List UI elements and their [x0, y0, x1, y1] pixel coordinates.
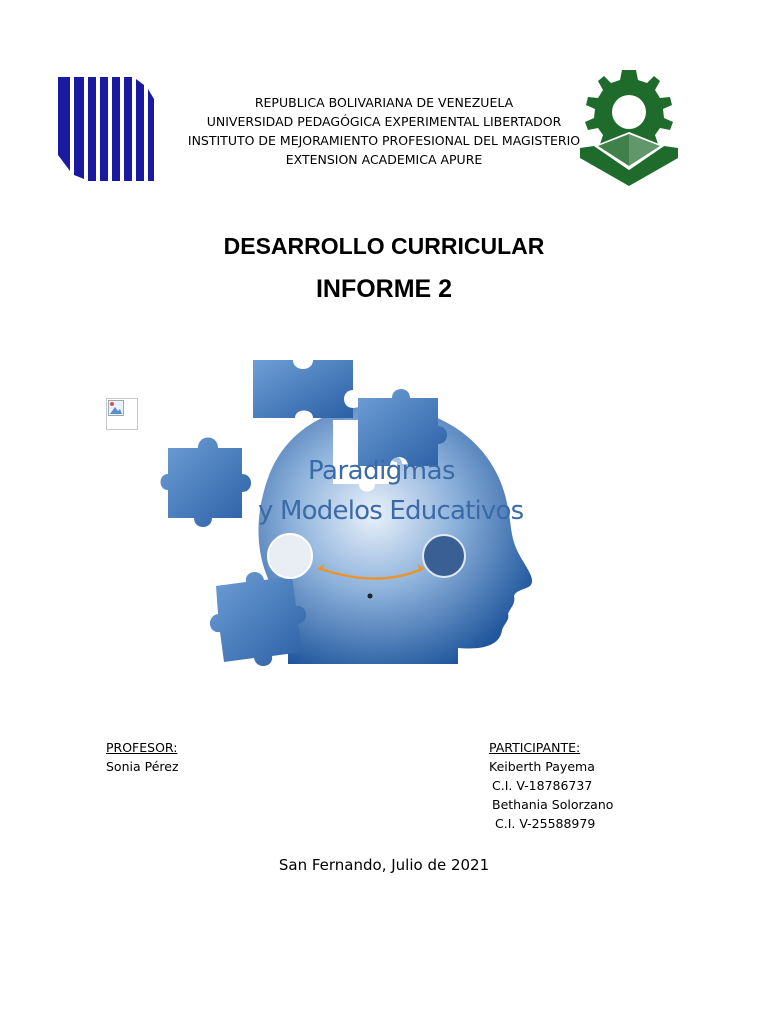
profesor-heading: PROFESOR:: [106, 740, 178, 755]
cover-illustration: [158, 358, 553, 666]
document-subtitle: INFORME 2: [315, 275, 453, 303]
institution-header: [160, 93, 608, 169]
header-line-4: EXTENSION ACADEMICA APURE: [285, 152, 483, 167]
participante-heading: PARTICIPANTE:: [489, 740, 581, 755]
upel-logo: [56, 75, 156, 183]
cover-title-line-1: Paradigmas: [308, 456, 456, 486]
place-date: San Fernando, Julio de 2021: [278, 856, 490, 874]
broken-image-icon: [106, 398, 138, 430]
cover-title-line-2: y Modelos Educativos: [258, 496, 524, 526]
header-line-1: REPUBLICA BOLIVARIANA DE VENEZUELA: [254, 95, 514, 110]
header-line-3: INSTITUTO DE MEJORAMIENTO PROFESIONAL DEL MAGISTERIO: [187, 133, 581, 148]
participante-entry-2: C.I. V-18786737: [492, 778, 593, 793]
participante-entry-4: C.I. V-25588979: [495, 816, 596, 831]
participante-entry-1: Keiberth Payema: [489, 759, 595, 774]
header-line-2: UNIVERSIDAD PEDAGÓGICA EXPERIMENTAL LIBERTADOR: [206, 114, 562, 129]
profesor-name: Sonia Pérez: [106, 759, 179, 774]
participante-entry-3: Bethania Solorzano: [492, 797, 614, 812]
document-title: DESARROLLO CURRICULAR: [223, 233, 545, 259]
